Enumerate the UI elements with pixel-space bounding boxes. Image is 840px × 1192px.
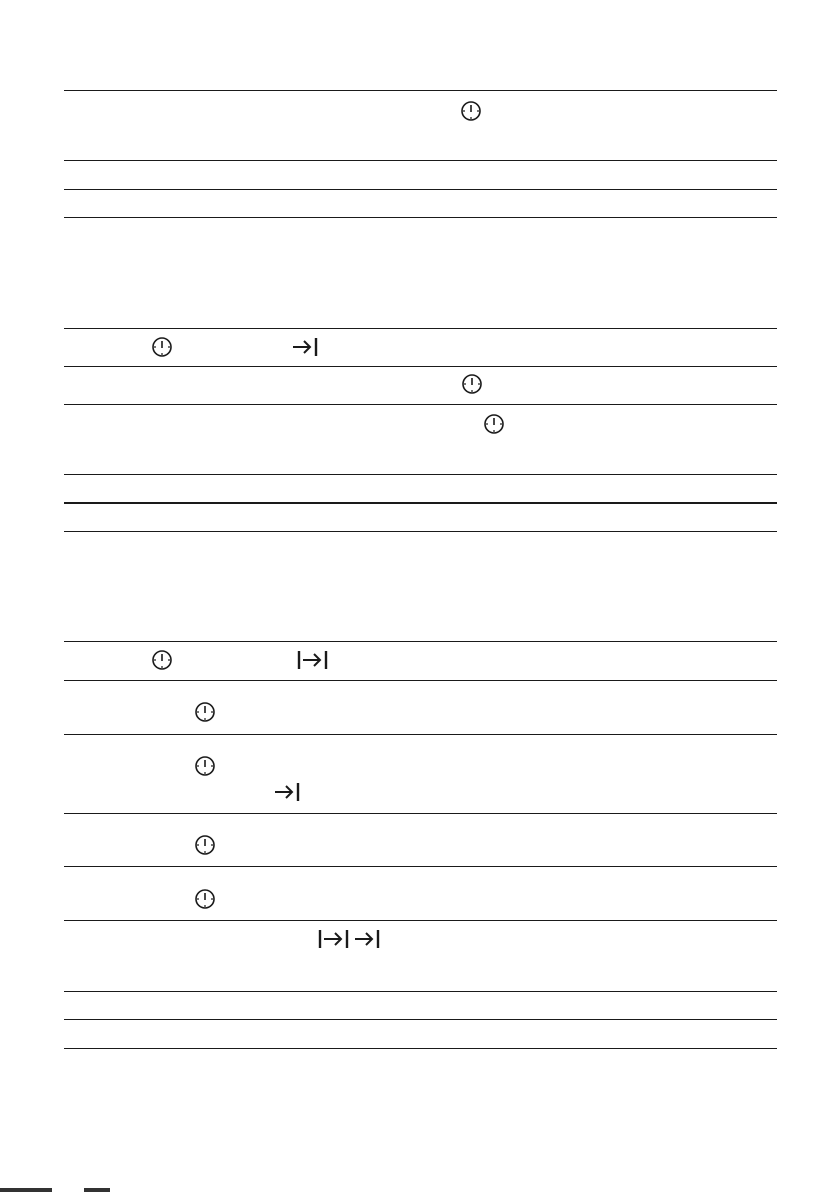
clock-icon <box>461 373 483 395</box>
table-rule <box>64 328 777 329</box>
clock-icon <box>194 888 216 910</box>
table-rule <box>64 189 777 190</box>
arrow-to-bar-icon <box>290 336 320 358</box>
table-rule <box>64 217 777 218</box>
table-rule <box>64 404 777 405</box>
clock-icon <box>483 413 505 435</box>
table-rule <box>64 991 777 992</box>
table-rule <box>64 366 777 367</box>
table-rule <box>64 734 777 735</box>
table-rule <box>64 474 777 475</box>
clock-icon <box>151 336 173 358</box>
bar-arrow-bar-icon <box>296 649 330 671</box>
table-rule <box>64 531 777 532</box>
clock-icon <box>194 834 216 856</box>
arrow-to-bar-icon <box>352 928 382 950</box>
crop-mark <box>84 1188 110 1192</box>
table-rule <box>64 680 777 681</box>
table-rule <box>64 90 777 91</box>
table-rule <box>64 160 777 161</box>
clock-icon <box>151 649 173 671</box>
clock-icon <box>194 701 216 723</box>
table-rule <box>64 920 777 921</box>
crop-mark <box>0 1188 52 1192</box>
table-rule <box>64 641 777 642</box>
table-rule <box>64 813 777 814</box>
table-rule <box>64 1019 777 1020</box>
bar-arrow-bar-icon <box>317 928 351 950</box>
table-section-divider <box>64 502 777 504</box>
table-rule <box>64 866 777 867</box>
clock-icon <box>194 755 216 777</box>
clock-icon <box>460 100 482 122</box>
arrow-to-bar-icon <box>272 781 302 803</box>
table-rule <box>64 1048 777 1049</box>
